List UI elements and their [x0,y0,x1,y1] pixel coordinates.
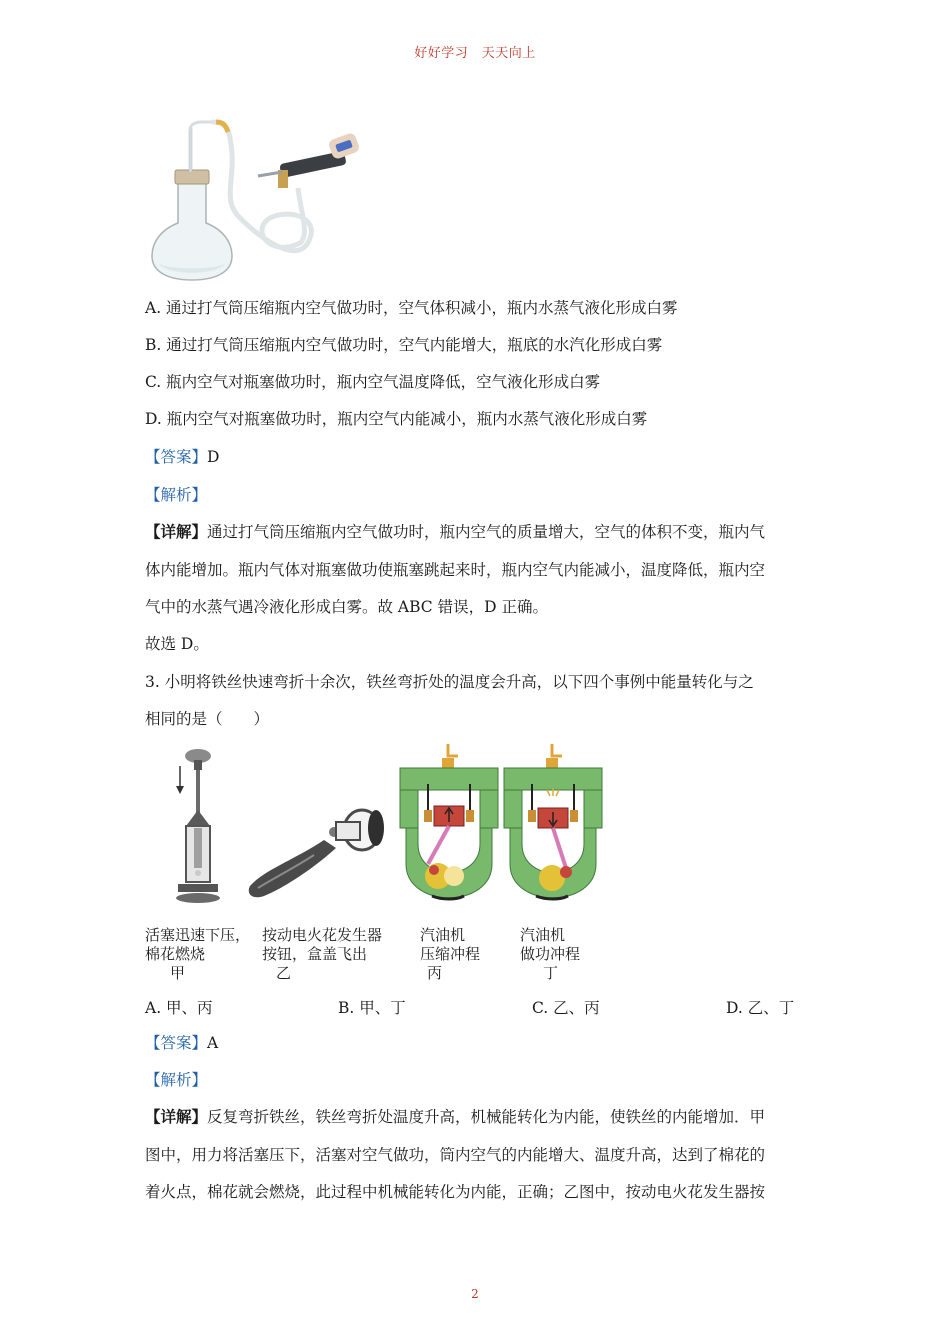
q3-analysis-tag: 【解析】 [145,1071,208,1089]
spark-generator-figure [244,800,386,902]
fire-syringe-figure [172,748,224,906]
q3-detail-line-2: 图中，用力将活塞压下，活塞对空气做功，筒内空气的内能增大、温度升高，达到了棉花的 [145,1146,766,1164]
q3-answer [145,1033,218,1053]
caption-jia-line-2: 棉花燃烧 [145,945,206,963]
caption-bing-line-2: 压缩冲程 [420,945,481,963]
tube-icon [212,122,311,251]
caption-yi-label: 乙 [276,964,292,982]
spark-generator-icon [249,810,384,897]
q2-detail-line-2: 体内能增加。瓶内气体对瓶塞做功使瓶塞跳起来时，瓶内空气内能减小，温度降低，瓶内空 [145,561,766,579]
q2-detail-tag: 【详解】 [145,522,208,541]
q2-answer-tag: 【答案】 [145,448,208,466]
q2-conclusion: 故选 D。 [145,635,209,653]
pump-icon [258,132,360,188]
caption-yi-line-1: 按动电火花发生器 [262,926,383,944]
caption-ding-label: 丁 [543,964,559,982]
q2-detail-line-3: 气中的水蒸气遇冷液化形成白雾。故 ABC 错误，D 正确。 [145,598,548,616]
caption-bing-label: 丙 [427,964,443,982]
page-header: 好好学习 天天向上 [414,46,536,61]
q3-detail-line-1 [145,1107,765,1127]
q3-option-a: A. 甲、丙 [145,999,213,1017]
down-arrow-icon [176,766,184,794]
q3-option-c: C. 乙、丙 [532,999,600,1017]
flask-pump-figure [150,118,360,283]
q3-stem-line-2: 相同的是（ ） [145,710,270,728]
caption-bing-line-1: 汽油机 [420,926,466,944]
power-stroke-figure [502,744,604,922]
q3-detail-tag: 【详解】 [145,1107,208,1126]
q3-answer-value: A [207,1034,219,1052]
q3-option-d: D. 乙、丁 [726,999,795,1017]
caption-jia-line-1: 活塞迅速下压， [145,926,251,944]
page-number: 2 [471,1287,479,1301]
fire-syringe-icon [176,749,220,903]
q2-analysis-tag: 【解析】 [145,486,208,504]
q3-detail-text-1: 反复弯折铁丝，铁丝弯折处温度升高，机械能转化为内能，使铁丝的内能增加．甲 [207,1108,766,1126]
caption-ding-line-2: 做功冲程 [520,945,581,963]
engine-power-icon [504,744,602,899]
q2-option-b: B. 通过打气筒压缩瓶内空气做功时，空气内能增大，瓶底的水汽化形成白雾 [145,336,663,354]
q3-answer-tag: 【答案】 [145,1034,208,1052]
caption-yi-line-2: 按钮，盒盖飞出 [262,945,368,963]
q2-option-c: C. 瓶内空气对瓶塞做功时，瓶内空气温度降低，空气液化形成白雾 [145,373,601,391]
q3-stem-line-1: 3. 小明将铁丝快速弯折十余次，铁丝弯折处的温度会升高，以下四个事例中能量转化与之 [145,673,754,691]
compression-stroke-figure [398,744,500,922]
q2-answer-value: D [207,448,220,466]
caption-ding-line-1: 汽油机 [520,926,566,944]
q2-detail-line-1 [145,522,765,542]
q3-detail-line-3: 着火点，棉花就会燃烧，此过程中机械能转化为内能，正确；乙图中，按动电火花发生器按 [145,1183,766,1201]
q2-option-a: A. 通过打气筒压缩瓶内空气做功时，空气体积减小，瓶内水蒸气液化形成白雾 [145,299,678,317]
flask-icon [152,122,232,280]
q2-detail-text-1: 通过打气筒压缩瓶内空气做功时，瓶内空气的质量增大，空气的体积不变，瓶内气 [207,523,766,541]
q3-option-b: B. 甲、丁 [338,999,406,1017]
caption-jia-label: 甲 [170,964,186,982]
engine-compression-icon [400,744,498,899]
q2-answer [145,447,219,467]
q2-option-d: D. 瓶内空气对瓶塞做功时，瓶内空气内能减小，瓶内水蒸气液化形成白雾 [145,410,648,428]
